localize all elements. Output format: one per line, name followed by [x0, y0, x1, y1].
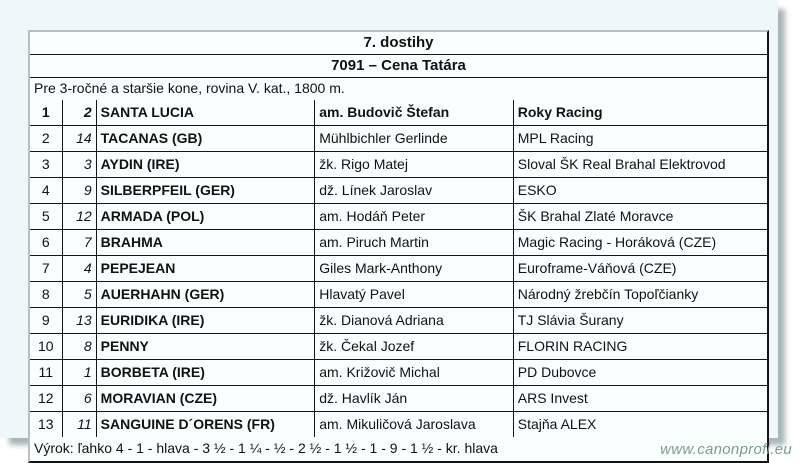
stable-name-cell: FLORIN RACING [513, 334, 767, 360]
start-number-cell: 14 [62, 126, 96, 152]
table-row [30, 308, 767, 334]
rider-name-cell: am. Piruch Martin [315, 230, 514, 256]
stable-name-cell: Magic Racing - Horáková (CZE) [513, 230, 767, 256]
table-row [30, 204, 767, 230]
stable-name-cell: ARS Invest [513, 386, 767, 412]
finish-position-cell: 11 [30, 360, 62, 386]
horse-name-cell: TACANAS (GB) [96, 126, 315, 152]
finish-position-cell: 2 [30, 126, 62, 152]
horse-name-cell: PEPEJEAN [96, 256, 315, 282]
rider-name-cell: dž. Línek Jaroslav [315, 178, 514, 204]
table-row [30, 360, 767, 386]
table-row [30, 126, 767, 152]
start-number-cell: 5 [62, 282, 96, 308]
stable-name-cell: ESKO [513, 178, 767, 204]
table-row [30, 386, 767, 412]
table-row [30, 282, 767, 308]
finish-position-cell: 13 [30, 412, 62, 438]
finish-position-cell: 6 [30, 230, 62, 256]
rider-name-cell: am. Budovič Štefan [315, 100, 514, 126]
horse-name-cell: SILBERPFEIL (GER) [96, 178, 315, 204]
rider-name-cell: Giles Mark-Anthony [315, 256, 514, 282]
start-number-cell: 6 [62, 386, 96, 412]
finish-position-cell: 1 [30, 100, 62, 126]
race-conditions: Pre 3-ročné a staršie kone, rovina V. kat., 1800 m. [30, 78, 767, 101]
start-number-cell: 11 [62, 412, 96, 438]
verdict-row [30, 437, 767, 461]
finish-position-cell: 8 [30, 282, 62, 308]
race-title: 7. dostihy [30, 32, 767, 55]
horse-name-cell: SANGUINE D´ORENS (FR) [96, 412, 315, 438]
rider-name-cell: am. Mikuličová Jaroslava [315, 412, 514, 438]
stable-name-cell: Národný žrebčín Topoľčianky [513, 282, 767, 308]
horse-name-cell: ARMADA (POL) [96, 204, 315, 230]
horse-name-cell: BRAHMA [96, 230, 315, 256]
start-number-cell: 1 [62, 360, 96, 386]
race-results-table [30, 32, 767, 461]
stable-name-cell: MPL Racing [513, 126, 767, 152]
horse-name-cell: MORAVIAN (CZE) [96, 386, 315, 412]
finish-position-cell: 10 [30, 334, 62, 360]
horse-name-cell: SANTA LUCIA [96, 100, 315, 126]
finish-position-cell: 3 [30, 152, 62, 178]
rider-name-cell: dž. Havlík Ján [315, 386, 514, 412]
finish-position-cell: 7 [30, 256, 62, 282]
results-rows [30, 100, 767, 437]
race-subtitle-row [30, 55, 767, 78]
start-number-cell: 7 [62, 230, 96, 256]
horse-name-cell: AUERHAHN (GER) [96, 282, 315, 308]
finish-position-cell: 5 [30, 204, 62, 230]
start-number-cell: 3 [62, 152, 96, 178]
start-number-cell: 9 [62, 178, 96, 204]
race-title-row [30, 32, 767, 55]
rider-name-cell: am. Hodáň Peter [315, 204, 514, 230]
start-number-cell: 8 [62, 334, 96, 360]
rider-name-cell: Hlavatý Pavel [315, 282, 514, 308]
stable-name-cell: Roky Racing [513, 100, 767, 126]
table-row [30, 334, 767, 360]
stable-name-cell: Euroframe-Váňová (CZE) [513, 256, 767, 282]
start-number-cell: 13 [62, 308, 96, 334]
table-row [30, 412, 767, 438]
table-row [30, 178, 767, 204]
horse-name-cell: PENNY [96, 334, 315, 360]
watermark-link[interactable]: www.canonprofi.eu [660, 441, 792, 458]
verdict-text: Výrok: ľahko 4 - 1 - hlava - 3 ½ - 1 ¼ - ½ - 2 ½ - 1 ½ - 1 - 9 - 1 ½ - kr. hlava [34, 440, 498, 457]
table-row [30, 256, 767, 282]
race-results-frame [28, 30, 769, 463]
table-row [30, 152, 767, 178]
start-number-cell: 12 [62, 204, 96, 230]
rider-name-cell: žk. Dianová Adriana [315, 308, 514, 334]
race-conditions-row [30, 78, 767, 101]
horse-name-cell: BORBETA (IRE) [96, 360, 315, 386]
horse-name-cell: AYDIN (IRE) [96, 152, 315, 178]
stable-name-cell: Sloval ŠK Real Brahal Elektrovod [513, 152, 767, 178]
rider-name-cell: žk. Rigo Matej [315, 152, 514, 178]
horse-name-cell: EURIDIKA (IRE) [96, 308, 315, 334]
start-number-cell: 4 [62, 256, 96, 282]
finish-position-cell: 4 [30, 178, 62, 204]
race-subtitle: 7091 – Cena Tatára [30, 55, 767, 78]
stable-name-cell: Stajňa ALEX [513, 412, 767, 438]
finish-position-cell: 12 [30, 386, 62, 412]
table-row [30, 100, 767, 126]
stable-name-cell: PD Dubovce [513, 360, 767, 386]
rider-name-cell: žk. Čekal Jozef [315, 334, 514, 360]
stable-name-cell: TJ Slávia Šurany [513, 308, 767, 334]
finish-position-cell: 9 [30, 308, 62, 334]
rider-name-cell: Mühlbichler Gerlinde [315, 126, 514, 152]
rider-name-cell: am. Križovič Michal [315, 360, 514, 386]
stable-name-cell: ŠK Brahal Zlaté Moravce [513, 204, 767, 230]
table-row [30, 230, 767, 256]
start-number-cell: 2 [62, 100, 96, 126]
